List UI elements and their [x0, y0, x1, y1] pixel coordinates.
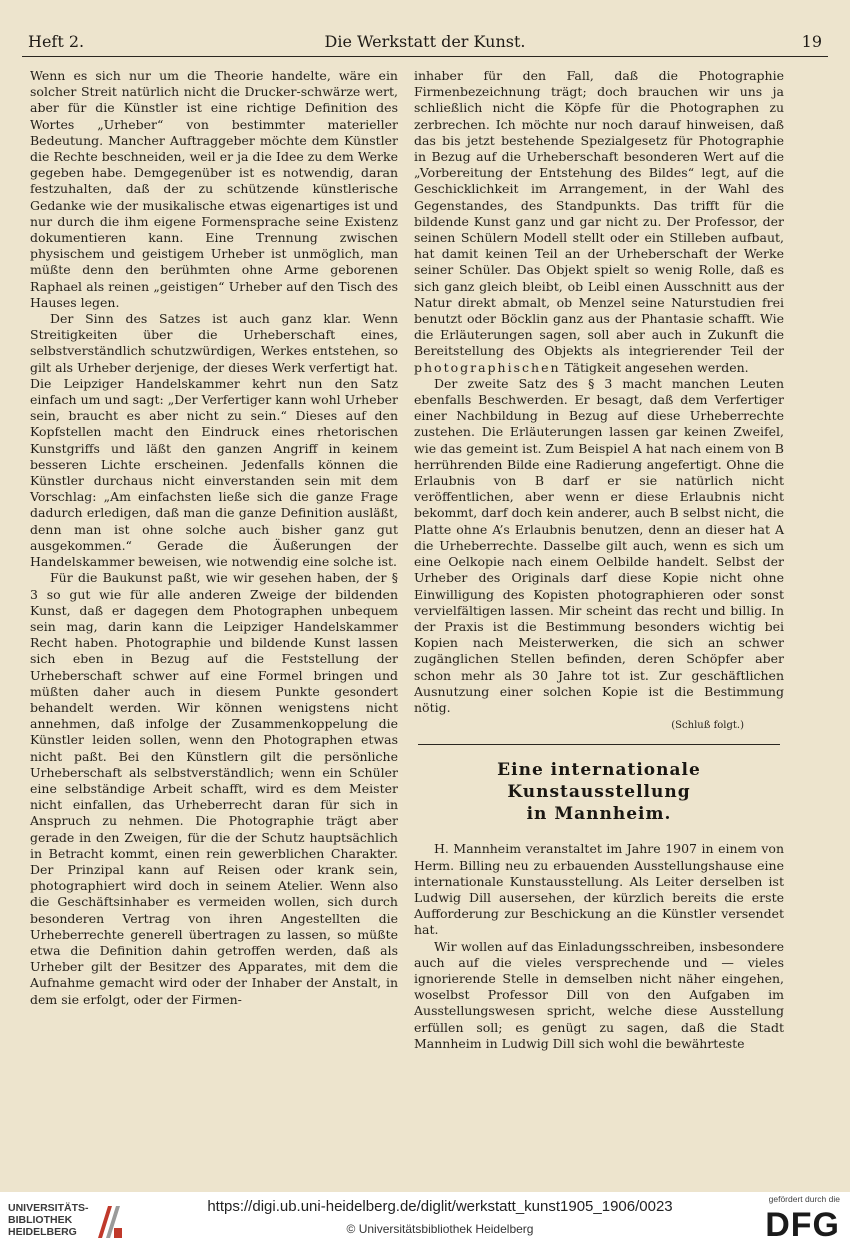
section-divider — [418, 744, 780, 745]
paragraph-continued — [414, 68, 784, 376]
paragraph: Wenn es sich nur um die Theorie handelte, wäre ein solcher Streit natürlich nicht die Drucker-schwärze wert, aber für die Künstler ist eine richtige Definition des Wortes „Urheber“ von bestimmter materieller Bedeutung. Mancher Auftraggeber möchte dem Künstler die Rechte beschneiden, weil er ja die Idee zu dem Werke gegeben habe. Demgegenüber ist es notwendig, daran festzuhalten, daß der zu schützende künstlerische Gedanke wie der musikalische etwas eigenartiges ist und nur durch die ihm eigene Formensprache seine Existenz dokumentieren kann. Eine Trennung zwischen physischem und geistigem Urheber ist unmöglich, man müßte denn den berühmten ohne Arme geborenen Raphael als reinen „geistigen“ Urheber auf den Tisch des Hauses legen. — [30, 68, 398, 310]
spaced-word: photographischen — [414, 359, 561, 375]
running-title: Die Werkstatt der Kunst. — [324, 32, 526, 51]
dfg-caption: gefördert durch die — [768, 1194, 840, 1204]
library-name-line: UNIVERSITÄTS- — [8, 1202, 89, 1214]
paragraph: Der zweite Satz des § 3 macht manchen Leuten ebenfalls Beschwerden. Er besagt, daß dem Verfertiger einer Nachbildung in Bezug auf diese Urheberrechte zustehen. Die Erläuterungen lassen gar keinen Zweifel, wie das gemeint ist. Zum Beispiel A hat nach einem von B herrührenden Bilde eine Radierung angefertigt. Ohne die Erlaubnis von B darf er sie natürlich nicht veröffentlichen, aber wenn er diese Erlaubnis nicht bekommt, darf doch kein anderer, auch B selbst nicht, die Platte ohne A’s Erlaubnis benutzen, denn an dieser hat A die Urheberrechte. Dasselbe gilt auch, wenn es sich um eine Oelkopie nach einem Oelbilde handelt. Selbst der Urheber des Originals darf diese Kopie nicht ohne Einwilligung des Kopisten photographieren oder sonst vervielfältigen lassen. Mir scheint das recht und billig. In der Praxis ist die Bestimmung besonders wichtig bei Kopien nach Meisterwerken, die sich an schwer zugänglichen Stellen befinden, deren Schöpfer aber schon mehr als 30 Jahre tot ist. Zur geschäftlichen Ausnutzung einer solchen Kopie ist die Bestimmung nötig. — [414, 375, 784, 715]
continued-note: (Schluß folgt.) — [671, 720, 744, 732]
paragraph: Für die Baukunst paßt, wie wir gesehen haben, der § 3 so gut wie für alle anderen Zweige der bildenden Kunst, daß er dagegen dem Photographen unbequem sein mag, darin kann die Leipziger Handelskammer Recht haben. Photographie und bildende Kunst lassen sich eben in Bezug auf die Feststellung der Urheberschaft schwer auf eine Formel bringen und müßten daher auch in diesem Punkte gesondert behandelt werden. Wir können wenigstens nicht annehmen, daß infolge der Zusammenkoppelung die Künstler leiden sollen, wenn den Photographen etwas nicht paßt. Bei den Künstlern gilt die persönliche Urheberschaft als selbstverständlich; wenn ein Schüler eine selbständige Arbeit schafft, wird es dem Meister nicht einfallen, das Urheberrecht daran für sich in Anspruch zu nehmen. Die Photographie trägt aber gerade in den Zweigen, für die der Schutz hauptsächlich in Betracht kommt, einen rein gewerblichen Charakter. Der Prinzipal kann auf Reisen oder krank sein, photographiert wird doch in seinem Atelier. Wenn also die Geschäftsinhaber es vermeiden wollen, sich durch besonderen Vertrag von ihren Angestellten die Urheberrechte generell übertragen zu lassen, so müßte etwa die Definition dahin getroffen werden, daß als Urheber gilt der Besitzer des Apparates, mit dem die Aufnahme gemacht wird oder der Inhaber der Anstalt, in dem sie erfolgt, oder der Firmen- — [30, 570, 398, 1007]
copyright-notice: © Universitätsbibliothek Heidelberg — [346, 1222, 534, 1236]
paragraph: H. Mannheim veranstaltet im Jahre 1907 in einem von Herm. Billing neu zu erbauenden Ausstellungshause eine internationale Kunstausstellung. Als Leiter derselben ist Ludwig Dill ausersehen, der kürzlich bereits die erste Aufforderung zur Beschickung an die Künstler versendet hat. — [414, 841, 784, 938]
article-title — [414, 759, 784, 825]
article-title-line-2: in Mannheim. — [526, 804, 672, 825]
issue-label: Heft 2. — [28, 32, 85, 51]
paragraph: Der Sinn des Satzes ist auch ganz klar. Wenn Streitigkeiten über die Urheberschaft eines, selbstverständlich schutzwürdigen, Werkes entstehen, so gilt als Urheber derjenige, der dieses Werk verfertigt hat. Die Leipziger Handelskammer kehrt nun den Satz einfach um und sagt: „Der Verfertiger kann wohl Urheber sein, braucht es aber nicht zu sein.“ Dieses auf den Kopfstellen macht den Eindruck eines rhetorischen Kunstgriffs und läßt den ganzen Angriff in keinem besseren Lichte erscheinen. Jedenfalls können die Künstler durchaus nicht einverstanden sein mit dem Vorschlag: „Am einfachsten ließe sich die ganze Frage dadurch erledigen, daß man die ganze Definition ausläßt, denn man ist ohne solche auch bisher ganz gut ausgekommen.“ Gerade die Äußerungen der Handelskammer beweisen, wie notwendig eine solche ist. — [30, 311, 398, 570]
right-column — [414, 68, 784, 1052]
library-mark-icon — [94, 1202, 124, 1242]
library-name — [8, 1202, 89, 1238]
article-title-line-1: Eine internationale Kunstausstellung — [497, 760, 701, 803]
library-logo[interactable] — [8, 1202, 158, 1242]
paragraph: Wir wollen auf das Einladungsschreiben, insbesondere auch auf die vieles versprechende und — vieles ignorierende Stelle in demselben nicht näher eingehen, woselbst Professor Dill von den Aufgaben im Ausstellungswesen spricht, welche diese Ausstellung erfüllen soll; es genügt zu sagen, daß die Stadt Mannheim in Ludwig Dill sich wohl die bewährteste — [414, 938, 784, 1051]
paragraph-text: inhaber für den Fall, daß die Photographie Firmenbezeichnung trägt; doch brauchen wir uns ja schließlich nicht die Köpfe für die Photographen zu zerbrechen. Ich möchte nur noch darauf hinweisen, daß das bis jetzt bestehende Spezialgesetz für Photographie in Bezug auf die Urheberschaft besonderen Wert auf die „Vorbereitung der Entstehung des Bildes“ legt, auf die Geschicklichkeit im Arrangement, in der Wahl des Gegenstandes, des Standpunkts. Das trifft für die bildende Kunst ganz und gar nicht zu. Der Professor, der seinen Schülern Modell stellt oder ein Stilleben aufbaut, hat damit keinen Teil an der Urheberschaft der Werke seiner Schüler. Das Objekt spielt so wenig Rolle, daß es sich ganz gleich bleibt, ob Leibl einen Ausschnitt aus der Natur direkt abmalt, ob Menzel seine Naturstudien frei benutzt oder Böcklin ganz aus der Phantasie schafft. Wie die Erläuterungen sagen, soll aber auch in Zukunft die Bereitstellung des Objekts als integrierender Teil der — [414, 68, 784, 359]
dfg-logo[interactable] — [744, 1194, 840, 1246]
page-number: 19 — [801, 32, 822, 51]
dfg-wordmark: DFG — [765, 1206, 840, 1244]
library-name-line: HEIDELBERG — [8, 1226, 77, 1238]
permalink-url[interactable]: https://digi.ub.uni-heidelberg.de/diglit/werkstatt_kunst1905_1906/0023 — [207, 1198, 673, 1215]
page-header — [22, 30, 828, 57]
library-name-line: BIBLIOTHEK — [8, 1214, 73, 1226]
left-column — [30, 68, 398, 1008]
paragraph-text-end: Tätigkeit angesehen werden. — [564, 359, 749, 375]
footer-bar — [0, 1192, 850, 1250]
